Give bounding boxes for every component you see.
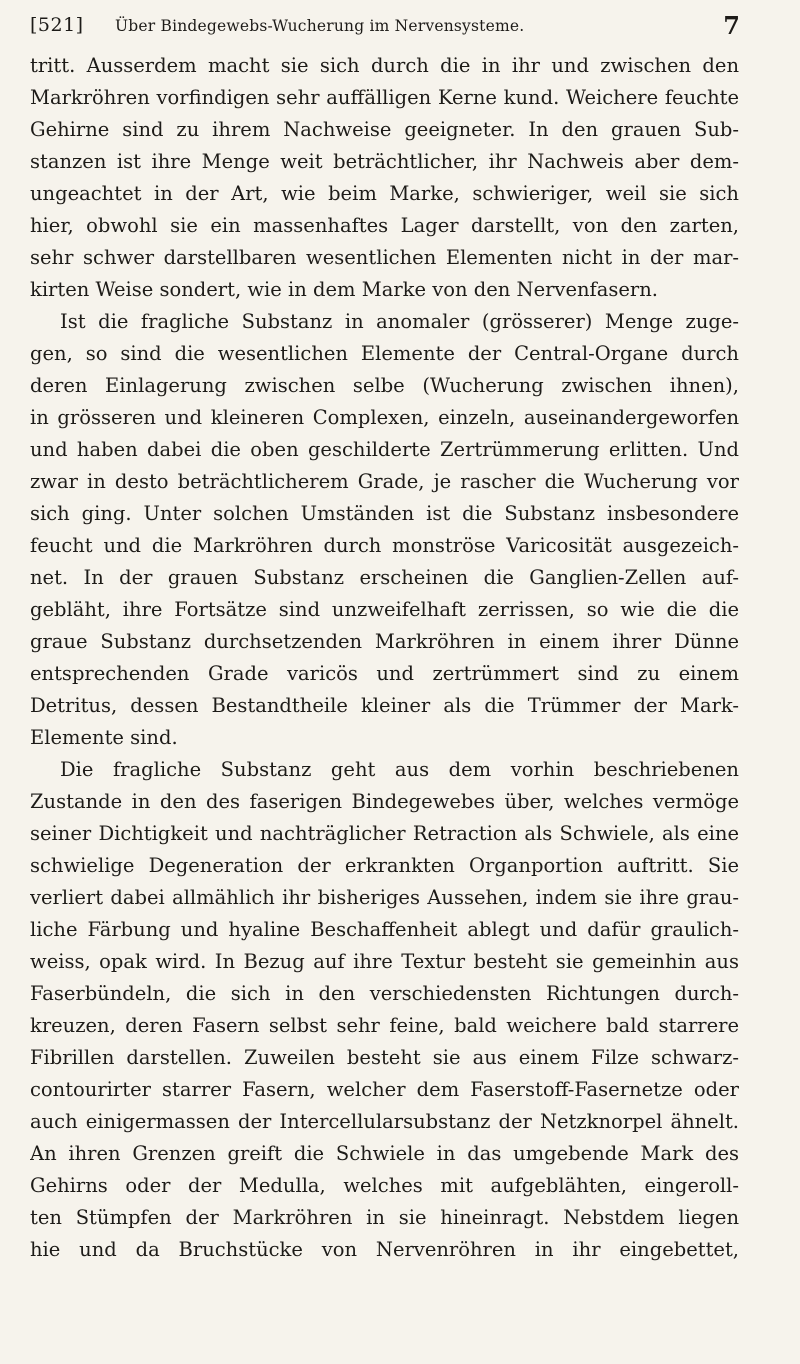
text-line: und haben dabei die oben geschilderte Zertrümmerung erlitten. Und <box>30 438 739 461</box>
text-line: zwar in desto beträchtlicherem Grade, je rascher die Wucherung vor <box>30 470 739 493</box>
text-line: in grösseren und kleineren Complexen, einzeln, auseinandergeworfen <box>30 406 739 429</box>
text-line: ungeachtet in der Art, wie beim Marke, schwieriger, weil sie sich <box>30 182 739 205</box>
running-title: Über Bindegewebs-Wucherung im Nervensysteme. <box>115 17 525 35</box>
text-line: Gehirns oder der Medulla, welches mit aufgeblähten, eingeroll- <box>30 1174 739 1197</box>
text-line: kirten Weise sondert, wie in dem Marke von den Nervenfasern. <box>30 278 659 301</box>
text-line: Elemente sind. <box>30 726 178 749</box>
text-line: hie und da Bruchstücke von Nervenröhren in ihr eingebettet, <box>30 1238 739 1261</box>
text-line: ten Stümpfen der Markröhren in sie hineinragt. Nebstdem liegen <box>30 1206 739 1229</box>
text-line: sich ging. Unter solchen Umständen ist die Substanz insbesondere <box>30 502 739 525</box>
text-line: entsprechenden Grade varicös und zertrümmert sind zu einem <box>30 662 739 685</box>
text-line: deren Einlagerung zwischen selbe (Wucherung zwischen ihnen), <box>30 374 739 397</box>
text-line: auch einigermassen der Intercellularsubstanz der Netzknorpel ähnelt. <box>30 1110 739 1133</box>
text-line: schwielige Degeneration der erkrankten Organportion auftritt. Sie <box>30 854 739 877</box>
page-number: [521] <box>30 14 84 36</box>
text-line: hier, obwohl sie ein massenhaftes Lager darstellt, von den zarten, <box>30 214 739 237</box>
text-line: seiner Dichtigkeit und nachträglicher Retraction als Schwiele, als eine <box>30 822 739 845</box>
text-line: Zustande in den des faserigen Bindegewebes über, welches vermöge <box>30 790 739 813</box>
text-line: Markröhren vorfindigen sehr auffälligen Kerne kund. Weichere feuchte <box>30 86 739 109</box>
text-line: An ihren Grenzen greift die Schwiele in das umgebende Mark des <box>30 1142 739 1165</box>
text-line: Fibrillen darstellen. Zuweilen besteht sie aus einem Filze schwarz- <box>30 1046 739 1069</box>
text-line: gebläht, ihre Fortsätze sind unzweifelhaft zerrissen, so wie die die <box>30 598 739 621</box>
text-line: Ist die fragliche Substanz in anomaler (grösserer) Menge zuge- <box>60 310 739 333</box>
text-line: gen, so sind die wesentlichen Elemente der Central-Organe durch <box>30 342 739 365</box>
text-line: verliert dabei allmählich ihr bisheriges Aussehen, indem sie ihre grau- <box>30 886 739 909</box>
body-text <box>30 50 739 1266</box>
text-line: weiss, opak wird. In Bezug auf ihre Textur besteht sie gemeinhin aus <box>30 950 739 973</box>
text-line: contourirter starrer Fasern, welcher dem Faserstoff-Fasernetze oder <box>30 1078 739 1101</box>
text-line: Faserbündeln, die sich in den verschiedensten Richtungen durch- <box>30 982 739 1005</box>
text-line: Die fragliche Substanz geht aus dem vorhin beschriebenen <box>60 758 739 781</box>
text-line: feucht und die Markröhren durch monströse Varicosität ausgezeich- <box>30 534 739 557</box>
text-line: liche Färbung und hyaline Beschaffenheit ablegt und dafür graulich- <box>30 918 739 941</box>
text-line: Detritus, dessen Bestandtheile kleiner als die Trümmer der Mark- <box>30 694 739 717</box>
text-line: sehr schwer darstellbaren wesentlichen Elementen nicht in der mar- <box>30 246 739 269</box>
text-line: kreuzen, deren Fasern selbst sehr feine, bald weichere bald starrere <box>30 1014 739 1037</box>
page-header <box>30 10 740 44</box>
signature-mark: 7 <box>723 11 740 40</box>
text-line: stanzen ist ihre Menge weit beträchtlicher, ihr Nachweis aber dem- <box>30 150 739 173</box>
text-line: graue Substanz durchsetzenden Markröhren in einem ihrer Dünne <box>30 630 739 653</box>
text-line: net. In der grauen Substanz erscheinen die Ganglien-Zellen auf- <box>30 566 739 589</box>
text-line: Gehirne sind zu ihrem Nachweise geeigneter. In den grauen Sub- <box>30 118 739 141</box>
text-line: tritt. Ausserdem macht sie sich durch die in ihr und zwischen den <box>30 54 739 77</box>
